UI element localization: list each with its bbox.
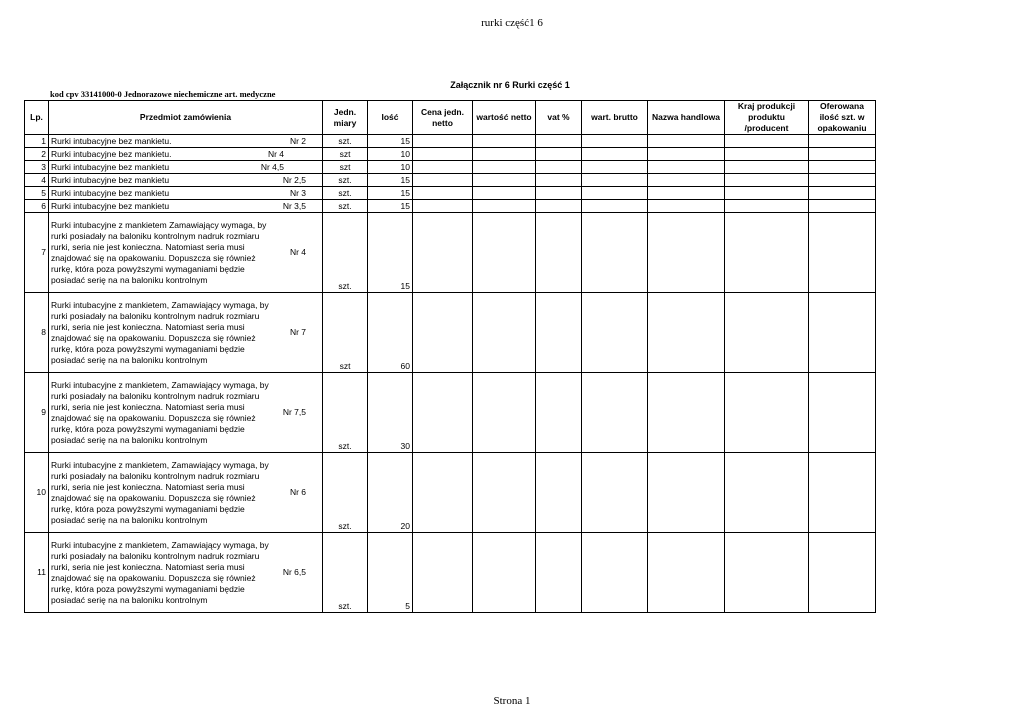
col-unit: Jedn. miary: [323, 101, 368, 135]
row-trade-name[interactable]: [648, 293, 725, 373]
row-qty: 15: [368, 174, 413, 187]
row-lp: 10: [25, 453, 49, 533]
row-country[interactable]: [725, 161, 809, 174]
row-gross[interactable]: [582, 453, 648, 533]
col-pack-qty: Oferowana ilość szt. w opakowaniu: [809, 101, 876, 135]
row-description: Rurki intubacyjne bez mankietu: [51, 187, 170, 198]
row-unit-price[interactable]: [413, 453, 473, 533]
row-description: Rurki intubacyjne bez mankietu.: [51, 135, 172, 146]
row-net-value[interactable]: [473, 293, 536, 373]
row-unit-price[interactable]: [413, 373, 473, 453]
table-header-row: [25, 101, 876, 135]
row-qty: 15: [368, 200, 413, 213]
col-trade-name: Nazwa handlowa: [648, 101, 725, 135]
table-row: [25, 187, 876, 200]
table-row: [25, 213, 876, 293]
row-lp: 1: [25, 135, 49, 148]
row-vat[interactable]: [536, 148, 582, 161]
row-pack-qty[interactable]: [809, 187, 876, 200]
col-net-value: wartość netto: [473, 101, 536, 135]
col-item: Przedmiot zamówienia: [49, 101, 323, 135]
row-pack-qty[interactable]: [809, 453, 876, 533]
table-row: [25, 453, 876, 533]
row-net-value[interactable]: [473, 161, 536, 174]
row-country[interactable]: [725, 135, 809, 148]
row-country[interactable]: [725, 533, 809, 613]
row-description: Rurki intubacyjne bez mankietu: [51, 161, 170, 172]
row-net-value[interactable]: [473, 533, 536, 613]
row-unit: szt.: [323, 135, 368, 148]
row-pack-qty[interactable]: [809, 200, 876, 213]
row-item: [49, 533, 323, 613]
col-country: Kraj produkcji produktu /producent: [725, 101, 809, 135]
order-table: [24, 100, 876, 613]
row-country[interactable]: [725, 174, 809, 187]
row-size: Nr 3,5: [282, 200, 306, 211]
table-row: [25, 174, 876, 187]
row-item: [49, 453, 323, 533]
row-qty: 10: [368, 148, 413, 161]
row-qty: 20: [368, 453, 413, 533]
row-country[interactable]: [725, 213, 809, 293]
row-unit: szt.: [323, 174, 368, 187]
row-country[interactable]: [725, 148, 809, 161]
row-net-value[interactable]: [473, 187, 536, 200]
row-unit: szt: [323, 293, 368, 373]
annex-title: Załącznik nr 6 Rurki część 1: [450, 80, 570, 90]
row-pack-qty[interactable]: [809, 148, 876, 161]
row-net-value[interactable]: [473, 135, 536, 148]
row-unit: szt.: [323, 200, 368, 213]
row-size: Nr 2: [289, 135, 306, 146]
row-vat[interactable]: [536, 135, 582, 148]
row-vat[interactable]: [536, 453, 582, 533]
row-lp: 11: [25, 533, 49, 613]
row-trade-name[interactable]: [648, 200, 725, 213]
row-size: Nr 3: [289, 187, 306, 198]
row-vat[interactable]: [536, 533, 582, 613]
row-gross[interactable]: [582, 161, 648, 174]
row-net-value[interactable]: [473, 174, 536, 187]
table-row: [25, 373, 876, 453]
row-country[interactable]: [725, 187, 809, 200]
row-trade-name[interactable]: [648, 453, 725, 533]
row-trade-name[interactable]: [648, 213, 725, 293]
row-country[interactable]: [725, 200, 809, 213]
row-vat[interactable]: [536, 200, 582, 213]
row-pack-qty[interactable]: [809, 293, 876, 373]
row-gross[interactable]: [582, 135, 648, 148]
row-size: Nr 7,5: [282, 407, 306, 417]
row-qty: 10: [368, 161, 413, 174]
row-lp: 5: [25, 187, 49, 200]
row-lp: 8: [25, 293, 49, 373]
row-size: Nr 7: [289, 327, 306, 337]
row-gross[interactable]: [582, 533, 648, 613]
row-unit-price[interactable]: [413, 174, 473, 187]
row-vat[interactable]: [536, 161, 582, 174]
row-unit-price[interactable]: [413, 135, 473, 148]
row-qty: 60: [368, 293, 413, 373]
row-lp: 2: [25, 148, 49, 161]
row-qty: 15: [368, 187, 413, 200]
row-unit: szt.: [323, 453, 368, 533]
row-pack-qty[interactable]: [809, 135, 876, 148]
col-unit-price: Cena jedn. netto: [413, 101, 473, 135]
row-description: Rurki intubacyjne bez mankietu: [51, 200, 170, 211]
row-unit-price[interactable]: [413, 161, 473, 174]
table-row: [25, 533, 876, 613]
row-size: Nr 6,5: [282, 567, 306, 577]
row-net-value[interactable]: [473, 373, 536, 453]
page-footer: Strona 1: [493, 695, 531, 707]
row-pack-qty[interactable]: [809, 174, 876, 187]
row-trade-name[interactable]: [648, 148, 725, 161]
page-header: rurki część1 6: [481, 17, 543, 29]
col-vat: vat %: [536, 101, 582, 135]
row-gross[interactable]: [582, 373, 648, 453]
row-net-value[interactable]: [473, 200, 536, 213]
row-item: [49, 213, 323, 293]
row-description: Rurki intubacyjne z mankietem, Zamawiający wymaga, by rurki posiadały na baloniku kontrolnym nadruk rozmiaru rurki, seria nie jest konieczna. Natomiast seria musi znajdować się na opakowaniu. Dopuszcza się również rurkę, która poza powyższymi wymaganiami będzie posiadać serię na na baloniku kontrolnym: [51, 299, 269, 365]
row-unit-price[interactable]: [413, 533, 473, 613]
row-qty: 15: [368, 135, 413, 148]
row-country[interactable]: [725, 373, 809, 453]
row-description: Rurki intubacyjne z mankietem Zamawiający wymaga, by rurki posiadały na baloniku kontrolnym nadruk rozmiaru rurki, seria nie jest konieczna. Natomiast seria musi znajdować się na opakowaniu. Dopuszcza się również rurkę, która poza powyższymi wymaganiami będzie posiadać serię na na baloniku kontrolnym: [51, 219, 267, 285]
row-gross[interactable]: [582, 148, 648, 161]
row-country[interactable]: [725, 293, 809, 373]
table-row: [25, 135, 876, 148]
row-vat[interactable]: [536, 187, 582, 200]
row-size: Nr 4,5: [260, 161, 284, 172]
row-unit-price[interactable]: [413, 187, 473, 200]
row-unit-price[interactable]: [413, 213, 473, 293]
table-row: [25, 161, 876, 174]
row-net-value[interactable]: [473, 148, 536, 161]
row-gross[interactable]: [582, 200, 648, 213]
row-net-value[interactable]: [473, 213, 536, 293]
row-lp: 6: [25, 200, 49, 213]
row-lp: 3: [25, 161, 49, 174]
row-item: [49, 293, 323, 373]
row-lp: 9: [25, 373, 49, 453]
col-lp: Lp.: [25, 101, 49, 135]
row-net-value[interactable]: [473, 453, 536, 533]
row-description: Rurki intubacyjne bez mankietu: [51, 174, 170, 185]
cpv-code: kod cpv 33141000-0 Jednorazowe niechemiczne art. medyczne: [50, 89, 276, 99]
row-description: Rurki intubacyjne bez mankietu.: [51, 148, 172, 159]
row-unit-price[interactable]: [413, 148, 473, 161]
row-country[interactable]: [725, 453, 809, 533]
col-gross: wart. brutto: [582, 101, 648, 135]
row-description: Rurki intubacyjne z mankietem, Zamawiający wymaga, by rurki posiadały na baloniku kontrolnym nadruk rozmiaru rurki, seria nie jest konieczna. Natomiast seria musi znajdować się na opakowaniu. Dopuszcza się również rurkę, która poza powyższymi wymaganiami będzie posiadać serię na na baloniku kontrolnym: [51, 379, 269, 445]
row-unit: szt.: [323, 187, 368, 200]
row-lp: 4: [25, 174, 49, 187]
row-gross[interactable]: [582, 174, 648, 187]
table-row: [25, 148, 876, 161]
row-pack-qty[interactable]: [809, 161, 876, 174]
row-item: [49, 373, 323, 453]
row-item: [49, 174, 323, 187]
row-unit-price[interactable]: [413, 293, 473, 373]
row-vat[interactable]: [536, 293, 582, 373]
table-row: [25, 293, 876, 373]
row-item: [49, 135, 323, 148]
row-description: Rurki intubacyjne z mankietem, Zamawiający wymaga, by rurki posiadały na baloniku kontrolnym nadruk rozmiaru rurki, seria nie jest konieczna. Natomiast seria musi znajdować się na opakowaniu. Dopuszcza się również rurkę, która poza powyższymi wymaganiami będzie posiadać serię na na baloniku kontrolnym: [51, 459, 269, 525]
row-pack-qty[interactable]: [809, 533, 876, 613]
row-unit: szt: [323, 161, 368, 174]
row-vat[interactable]: [536, 174, 582, 187]
row-gross[interactable]: [582, 213, 648, 293]
row-item: [49, 161, 323, 174]
row-unit-price[interactable]: [413, 200, 473, 213]
row-trade-name[interactable]: [648, 373, 725, 453]
row-description: Rurki intubacyjne z mankietem, Zamawiający wymaga, by rurki posiadały na baloniku kontrolnym nadruk rozmiaru rurki, seria nie jest konieczna. Natomiast seria musi znajdować się na opakowaniu. Dopuszcza się również rurkę, która poza powyższymi wymaganiami będzie posiadać serię na na baloniku kontrolnym: [51, 539, 269, 605]
row-size: Nr 2,5: [282, 174, 306, 185]
row-trade-name[interactable]: [648, 161, 725, 174]
row-unit: szt.: [323, 213, 368, 293]
row-size: Nr 6: [289, 487, 306, 497]
row-unit: szt.: [323, 373, 368, 453]
row-trade-name[interactable]: [648, 533, 725, 613]
row-trade-name[interactable]: [648, 174, 725, 187]
row-qty: 30: [368, 373, 413, 453]
row-item: [49, 187, 323, 200]
row-vat[interactable]: [536, 373, 582, 453]
row-pack-qty[interactable]: [809, 373, 876, 453]
row-size: Nr 4: [267, 148, 284, 159]
row-item: [49, 148, 323, 161]
row-unit: szt: [323, 148, 368, 161]
row-qty: 15: [368, 213, 413, 293]
row-unit: szt.: [323, 533, 368, 613]
row-gross[interactable]: [582, 293, 648, 373]
row-qty: 5: [368, 533, 413, 613]
row-trade-name[interactable]: [648, 187, 725, 200]
row-lp: 7: [25, 213, 49, 293]
row-vat[interactable]: [536, 213, 582, 293]
col-qty: Iość: [368, 101, 413, 135]
row-gross[interactable]: [582, 187, 648, 200]
row-size: Nr 4: [289, 247, 306, 257]
row-trade-name[interactable]: [648, 135, 725, 148]
row-pack-qty[interactable]: [809, 213, 876, 293]
row-item: [49, 200, 323, 213]
table-row: [25, 200, 876, 213]
